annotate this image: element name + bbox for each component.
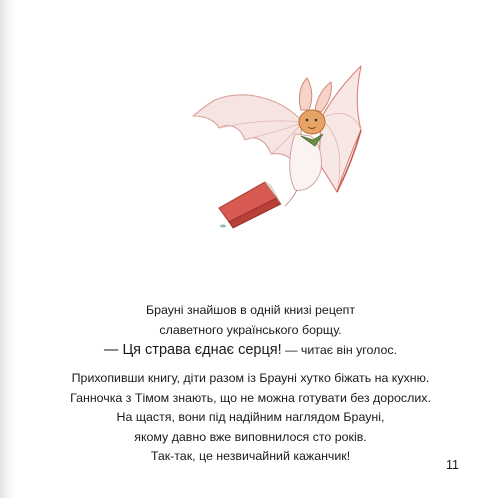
- page-spine-shadow: [0, 0, 16, 498]
- paragraph-kitchen: [40, 369, 461, 467]
- text-line: Прихопивши книгу, діти разом із Брауні хутко біжать на кухню.: [71, 371, 430, 385]
- text-line: Брауні знайшов в одній книзі рецепт: [145, 303, 356, 317]
- text-line: На щастя, вони під надійним наглядом Брауні,: [116, 410, 385, 424]
- paragraph-recipe: [40, 301, 461, 361]
- quote-text: — Ця страва єднає серця!: [103, 342, 282, 358]
- text-line: Так-так, це незвичайний кажанчик!: [150, 449, 351, 463]
- quote-line: [40, 340, 461, 361]
- quote-attribution: — читає він уголос.: [281, 343, 398, 357]
- text-line: Ганночка з Тімом знають, що не можна готувати без дорослих.: [70, 390, 431, 405]
- text-line: славетного українського борщу.: [159, 322, 342, 337]
- bat-with-book-icon: [185, 60, 375, 230]
- text-line: якому давно вже виповнилося сто років.: [134, 429, 367, 444]
- page-number: 11: [446, 458, 459, 472]
